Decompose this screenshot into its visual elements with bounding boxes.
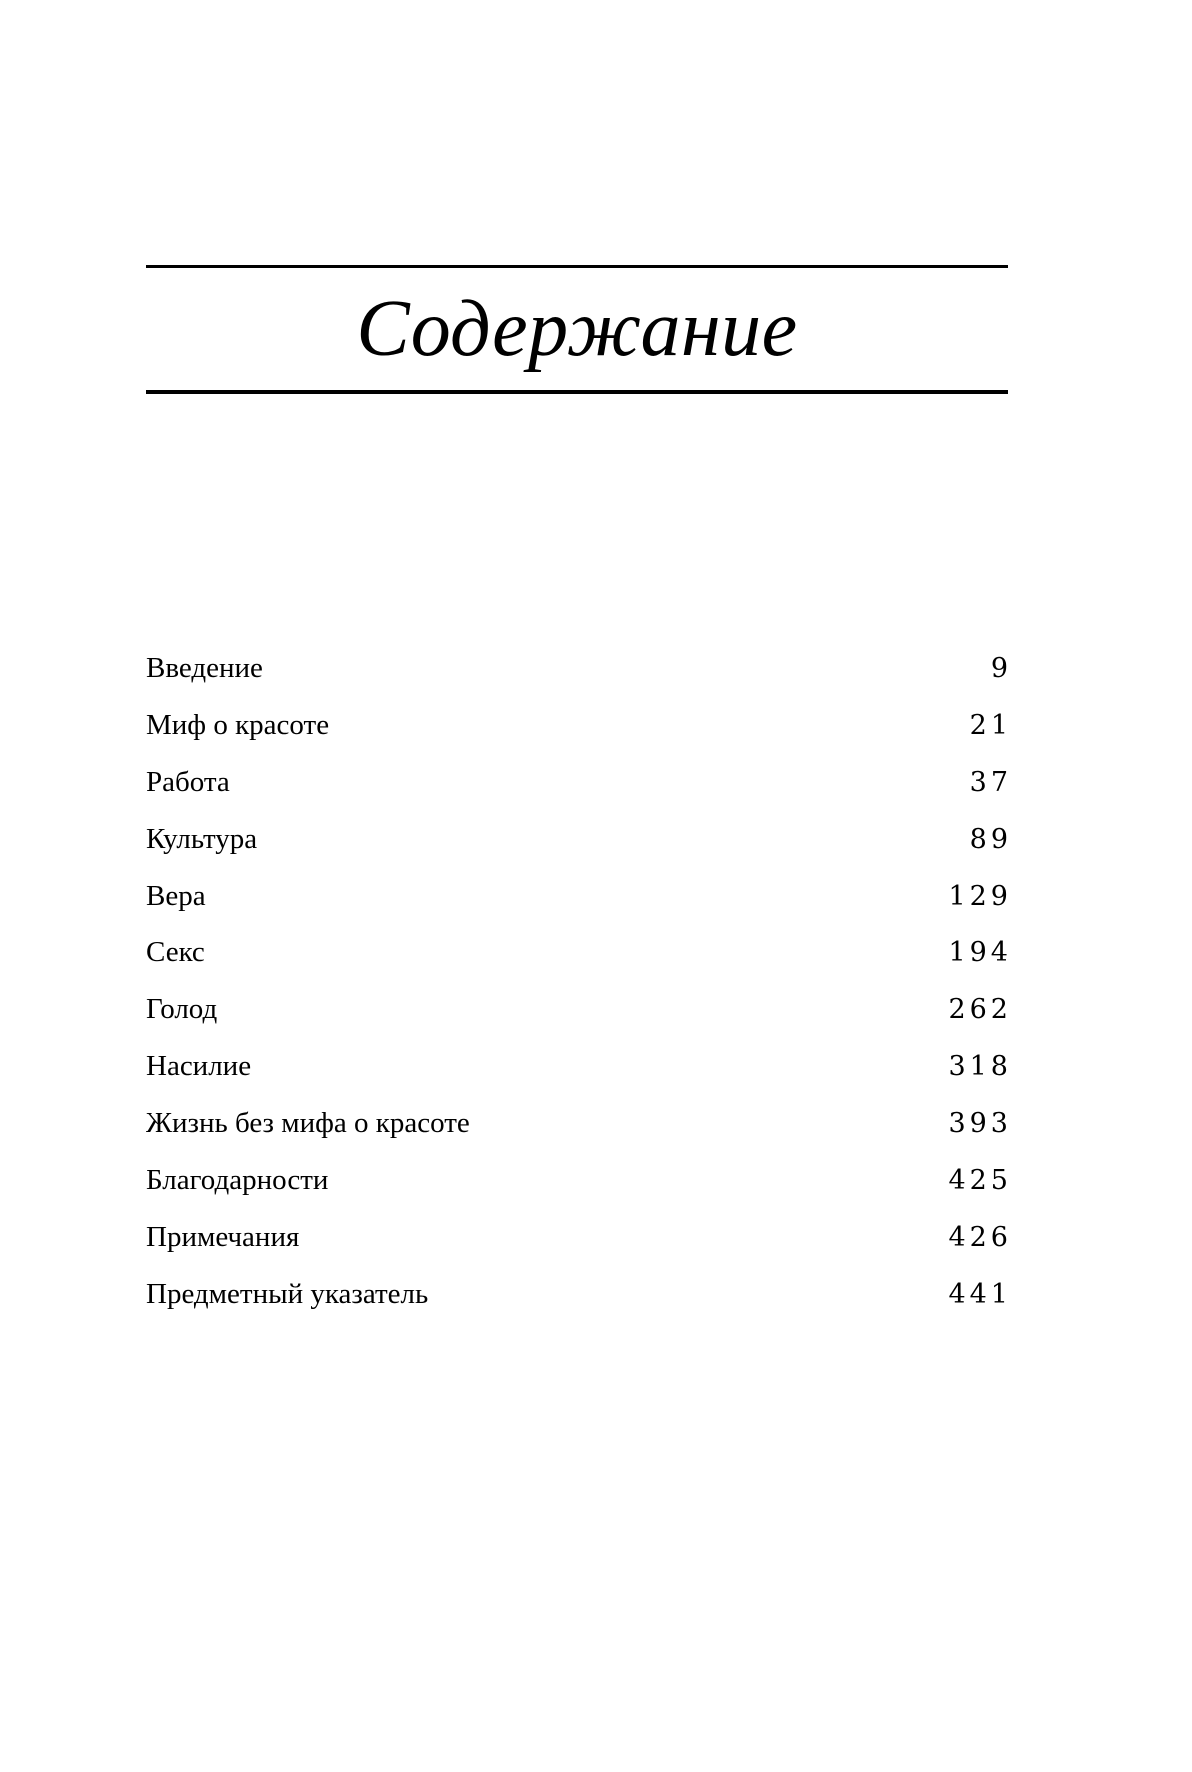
toc-entry-label: Жизнь без мифа о красоте [146,1107,470,1140]
toc-entry-work[interactable] [146,754,1012,811]
toc-entry-label: Примечания [146,1220,300,1253]
toc-entry-label: Предметный указатель [146,1277,429,1310]
toc-entry-label: Благодарности [146,1164,329,1197]
toc-entry-culture[interactable] [146,811,1012,868]
toc-entry-label: Культура [146,822,258,855]
toc-entry-religion[interactable] [146,868,1012,925]
toc-entry-label: Работа [146,765,230,798]
toc-entry-label: Вера [146,879,206,912]
toc-entry-label: Насилие [146,1050,252,1083]
toc-entry-page-number: 129 [948,880,1012,912]
toc-entry-page-number: 262 [948,994,1012,1026]
toc-entry-introduction[interactable] [146,640,1012,697]
toc-entry-life-without-myth[interactable] [146,1095,1012,1152]
toc-entry-page-number: 89 [969,823,1012,855]
toc-entry-page-number: 441 [948,1278,1012,1310]
toc-entry-sex[interactable] [146,924,1012,981]
toc-entry-page-number: 194 [948,937,1012,969]
heading-top-rule [146,265,1008,268]
toc-entry-acknowledgements[interactable] [146,1152,1012,1209]
toc-entry-page-number: 393 [948,1108,1012,1140]
toc-entry-page-number: 426 [948,1221,1012,1253]
heading-bottom-rule [146,390,1008,394]
toc-entry-violence[interactable] [146,1038,1012,1095]
toc-entry-page-number: 21 [969,709,1012,741]
toc-entry-hunger[interactable] [146,981,1012,1038]
toc-entry-label: Введение [146,652,263,684]
toc-entry-beauty-myth[interactable] [146,697,1012,754]
toc-entry-page-number: 37 [969,766,1012,798]
page-title: Содержание [356,285,798,373]
toc-entry-subject-index[interactable] [146,1266,1012,1323]
toc-entry-notes[interactable] [146,1209,1012,1266]
toc-entry-label: Голод [146,993,218,1026]
toc-entry-page-number: 425 [948,1165,1012,1197]
toc-entry-label: Секс [146,936,205,969]
toc-entry-page-number: 9 [990,653,1012,684]
toc-entry-page-number: 318 [948,1051,1012,1083]
table-of-contents [146,640,1012,1323]
toc-entry-label: Миф о красоте [146,708,330,741]
